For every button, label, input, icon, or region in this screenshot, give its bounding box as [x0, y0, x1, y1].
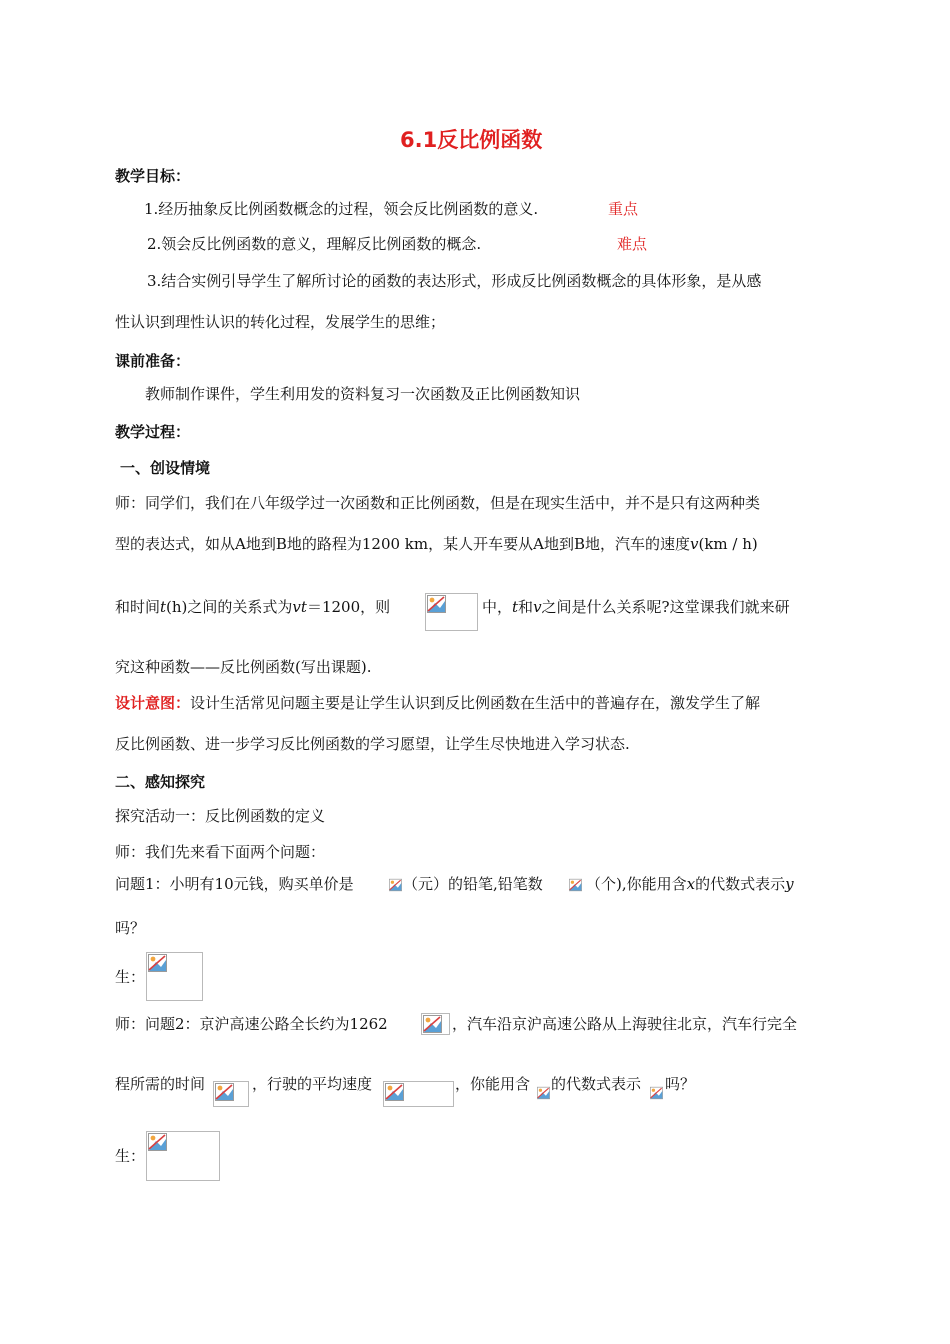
q1-line-2: 吗？ [115, 919, 146, 937]
q1-part-a: 问题1：小明有10元钱，购买单价是 [115, 875, 354, 893]
teacher-intro: 师：我们先来看下面两个问题： [115, 843, 326, 861]
student-label-1: 生： [115, 968, 146, 986]
broken-image-icon [423, 1015, 442, 1033]
broken-image-icon [427, 595, 446, 613]
q2-line-2-e: 吗？ [665, 1075, 696, 1093]
broken-image-icon [569, 878, 582, 892]
speed-image-placeholder [383, 1081, 454, 1107]
broken-image-icon [650, 1086, 663, 1100]
broken-image-icon [148, 954, 167, 972]
prep-heading: 课前准备： [115, 352, 191, 370]
goal-item-3-line-1: 3.结合实例引导学生了解所讨论的函数的表达形式，形成反比例函数概念的具体形象，是从感 [147, 272, 762, 290]
goals-heading: 教学目标： [115, 167, 191, 185]
q2-line-2-a: 程所需的时间 [115, 1075, 206, 1093]
q2-part-b: ，汽车沿京沪高速公路从上海驶往北京，汽车行完全 [452, 1015, 798, 1033]
goal-item-1: 1.经历抽象反比例函数概念的过程，领会反比例函数的意义. [144, 200, 539, 218]
page-title: 6.1反比例函数 [400, 128, 543, 152]
q1-part-b: （元）的铅笔,铅笔数 [403, 875, 543, 893]
p1-line-3a: 和时间t(h)之间的关系式为vt＝1200，则 [115, 598, 391, 616]
prep-text: 教师制作课件，学生利用发的资料复习一次函数及正比例函数知识 [145, 385, 581, 403]
p1-line-1: 师：同学们，我们在八年级学过一次函数和正比例函数，但是在现实生活中，并不是只有这两种类 [115, 494, 761, 512]
p1-line-4: 究这种函数——反比例函数(写出课题). [115, 658, 372, 676]
p1-line-3b: 中，t和v之间是什么关系呢?这堂课我们就来研 [482, 598, 790, 616]
broken-image-icon [389, 878, 402, 892]
unit-image-placeholder [421, 1013, 450, 1035]
q2-line-2-c: ，你能用含 [455, 1075, 531, 1093]
q2-part-a: 师：问题2：京沪高速公路全长约为1262 [115, 1015, 388, 1033]
broken-image-icon [148, 1133, 167, 1151]
goal-item-2-tag: 难点 [617, 235, 648, 253]
time-image-placeholder [213, 1081, 249, 1107]
q2-line-2-d: 的代数式表示 [551, 1075, 642, 1093]
q1-part-c: （个),你能用含x的代数式表示y [586, 875, 794, 893]
activity-1-title: 探究活动一：反比例函数的定义 [115, 807, 326, 825]
broken-image-icon [537, 1086, 550, 1100]
design-line-1: 设计意图：设计生活常见问题主要是让学生认识到反比例函数在生活中的普遍存在，激发学生了解 [115, 694, 761, 712]
section-1-heading: 一、创设情境 [120, 459, 211, 477]
answer-image-placeholder-1 [146, 952, 203, 1001]
q2-line-2-b: ，行驶的平均速度 [252, 1075, 373, 1093]
answer-image-placeholder-2 [146, 1131, 220, 1181]
section-2-heading: 二、感知探究 [115, 773, 206, 791]
broken-image-icon [215, 1083, 234, 1101]
p1-line-2: 型的表达式，如从A地到B地的路程为1200 km，某人开车要从A地到B地，汽车的速度v(km / h) [115, 535, 758, 553]
goal-item-1-tag: 重点 [608, 200, 639, 218]
formula-image-placeholder [425, 593, 478, 631]
student-label-2: 生： [115, 1147, 146, 1165]
process-heading: 教学过程： [115, 423, 191, 441]
broken-image-icon [385, 1083, 404, 1101]
design-label: 设计意图： [115, 694, 191, 712]
design-line-2: 反比例函数、进一步学习反比例函数的学习愿望，让学生尽快地进入学习状态. [115, 735, 630, 753]
goal-item-2: 2.领会反比例函数的意义，理解反比例函数的概念. [147, 235, 482, 253]
goal-item-3-line-2: 性认识到理性认识的转化过程，发展学生的思维； [115, 313, 446, 331]
